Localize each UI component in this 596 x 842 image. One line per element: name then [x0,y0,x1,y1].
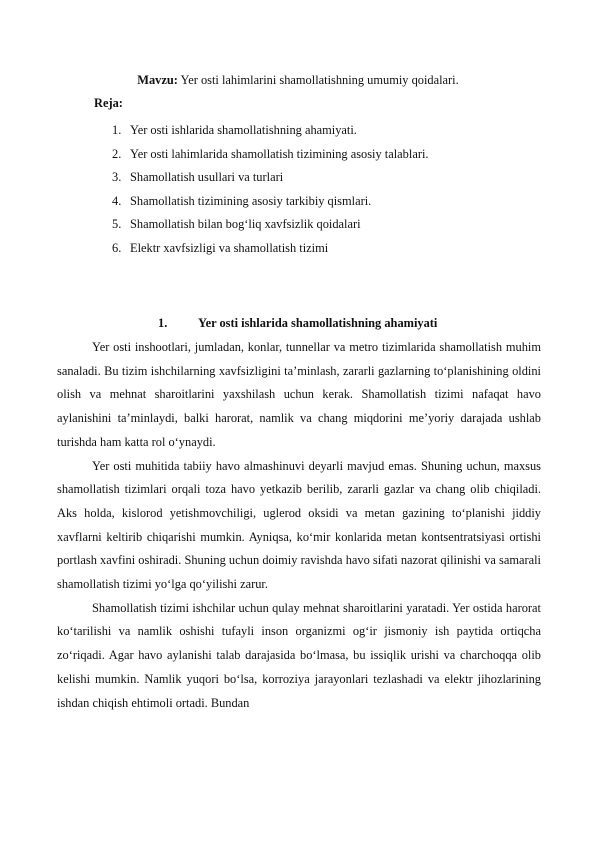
plan-item [112,119,428,143]
body-paragraph: Yer osti muhitida tabiiy havo almashinuvi deyarli mavjud emas. Shuning uchun, maxsus shamollatish tizimlari orqali toza havo yetkazib berilib, zararli gazlar va chang olib chiqiladi. Aks holda, kislorod yetishmovchiligi, uglerod oksidi va metan gazining to‘planishi jiddiy xavflarni keltirib chiqarishi mumkin. Ayniqsa, ko‘mir konlarida metan kontsentratsiyasi ortishi portlash xavfini oshiradi. Shuning uchun doimiy ravishda havo sifati nazorat qilinishi va samarali shamollatish tizimi yo‘lga qo‘yilishi zarur. [57,458,541,592]
plan-item-number: 4. [112,193,122,208]
topic-line [0,72,596,88]
plan-title: Reja: [94,96,123,110]
topic-label: Mavzu: [137,73,178,87]
plan-item-number: 2. [112,146,122,161]
plan-item-number: 3. [112,170,122,185]
topic-text: Yer osti lahimlarini shamollatishning umumiy qoidalari. [177,73,459,87]
plan-item [112,143,428,167]
plan-item [112,166,428,190]
section-heading [158,315,437,331]
body-paragraph: Shamollatish tizimi ishchilar uchun qulay mehnat sharoitlarini yaratadi. Yer ostida harorat ko‘tarilishi va namlik oshishi tufayli inson organizmi og‘ir jismoniy ish paytida ortiqcha zo‘riqadi. Agar havo aylanishi talab darajasida bo‘lmasa, bu issiqlik urishi va charchoqqa olib kelishi mumkin. Namlik yuqori bo‘lsa, korroziya jarayonlari tezlashadi va elektr jihozlarining ishdan chiqish ehtimoli ortadi. Bundan [57,600,541,710]
plan-list [112,119,428,261]
section-body [57,336,541,715]
plan-item [112,190,428,214]
plan-item-number: 5. [112,217,122,232]
section-number: 1. [158,316,168,330]
plan-item-text: Shamollatish bilan bog‘liq xavfsizlik qoidalari [130,217,361,232]
plan-item-text: Yer osti lahimlarida shamollatish tizimining asosiy talablari. [130,146,429,161]
body-paragraph: Yer osti inshootlari, jumladan, konlar, tunnellar va metro tizimlarida shamollatish muhim sanaladi. Bu tizim ishchilarning xavfsizligini ta’minlash, zararli gazlarning to‘planishining oldini olish va mehnat sharoitlarini yaxshilash uchun kerak. Shamollatish tizimi nafaqat havo aylanishini ta’minlaydi, balki harorat, namlik va chang miqdorini me’yoriy darajada ushlab turishda ham katta rol o‘ynaydi. [57,340,541,449]
section-title: Yer osti ishlarida shamollatishning ahamiyati [198,316,438,330]
plan-item-text: Yer osti ishlarida shamollatishning ahamiyati. [130,123,357,137]
plan-item [112,237,428,261]
plan-item-number: 1. [112,123,122,137]
plan-item-number: 6. [112,240,122,255]
plan-item-text: Shamollatish usullari va turlari [130,170,284,185]
plan-item-text: Shamollatish tizimining asosiy tarkibiy qismlari. [130,193,372,208]
plan-item-text: Elektr xavfsizligi va shamollatish tizimi [130,240,329,255]
plan-item [112,213,428,237]
